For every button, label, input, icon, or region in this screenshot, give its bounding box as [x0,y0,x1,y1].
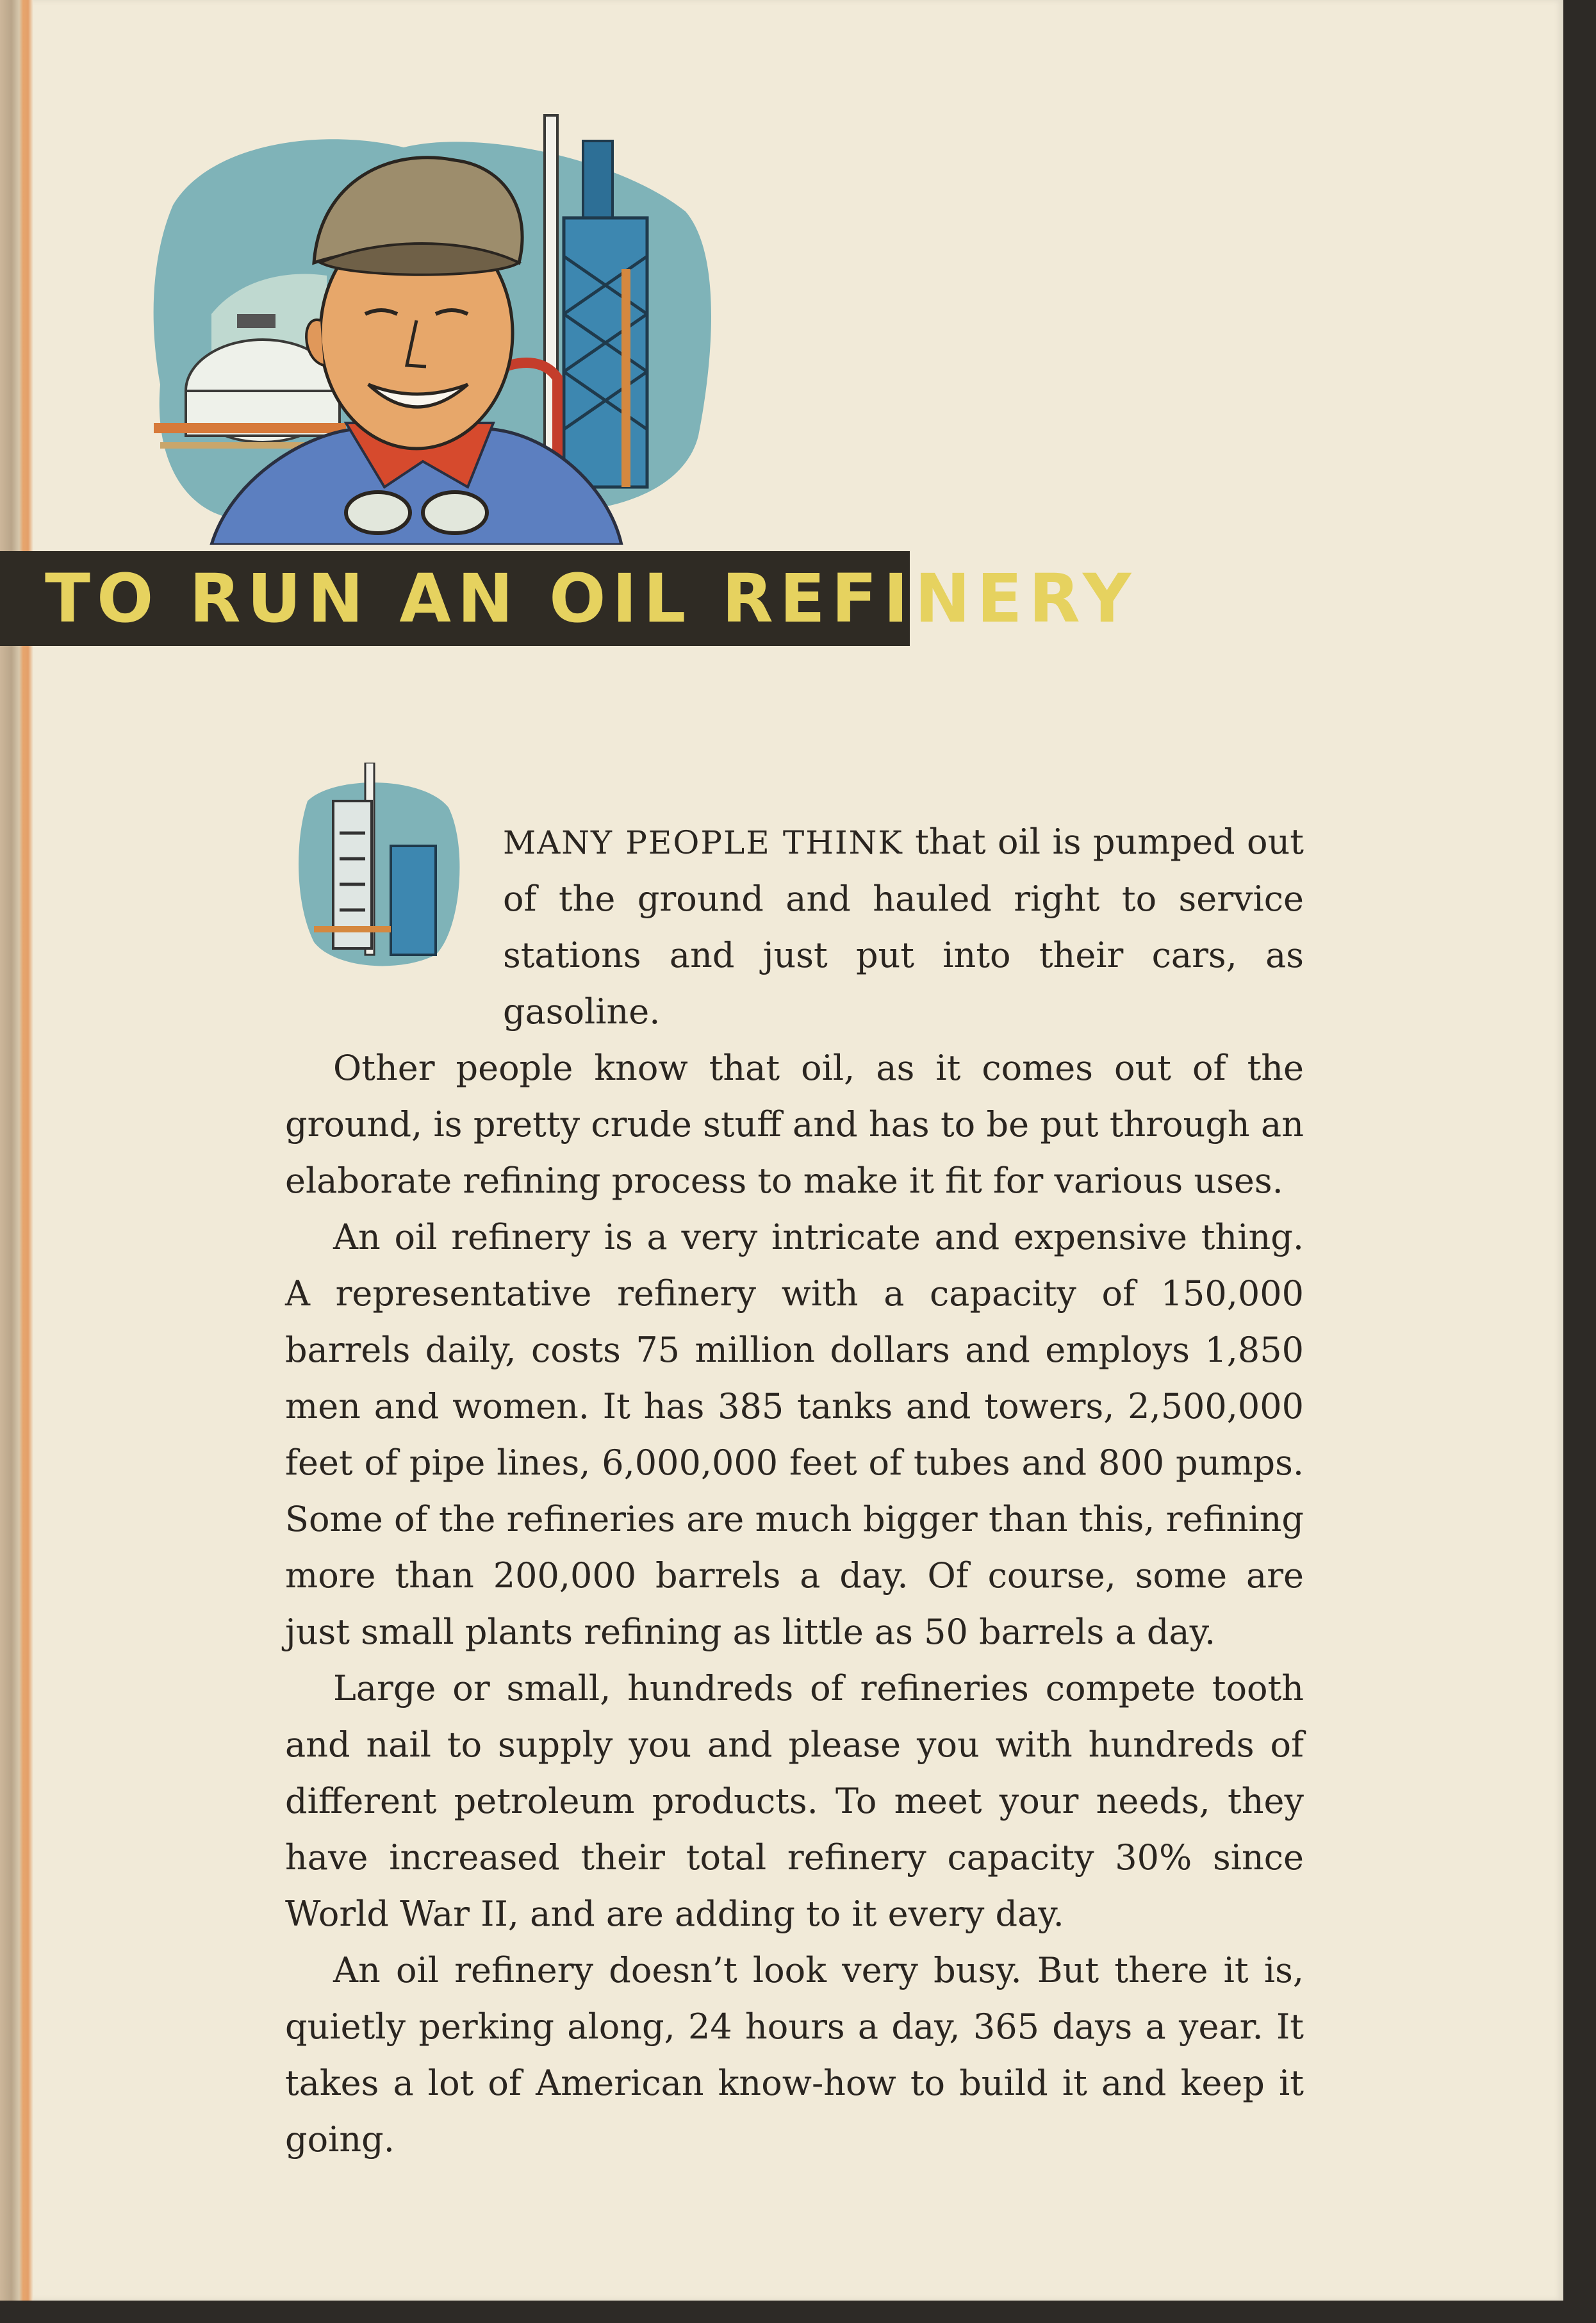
page-title: TO RUN AN OIL REFINERY [45,559,1138,638]
pipe-orange [621,269,630,487]
paragraph-1 [285,814,1304,1040]
paragraph-3: An oil refinery is a very intricate and expensive thing. A representative refinery with a capacity of 150,000 barrels daily, costs 75 million dollars and employs 1,850 men and women. It has 385 tanks and towers, 2,500,000 feet of pipe lines, 6,000,000 feet of tubes and 800 pumps. Some of the refineries are much bigger than this, refining more than 200,000 barrels a day. Of course, some are just small plants refining as little as 50 barrels a day. [285,1217,1304,1652]
paragraph-4: Large or small, hundreds of refineries compete tooth and nail to supply you and please you with hundreds of different petroleum products. To meet your needs, they have increased their total refinery capacity 30% since World War II, and are adding to it every day. [285,1668,1304,1934]
title-banner [0,551,1138,646]
binding-spine [0,0,33,2301]
lead-in: MANY PEOPLE THINK [503,824,903,861]
dome-vent [237,314,276,328]
article-body [285,814,1304,2168]
refinery-worker-illustration [135,103,724,545]
goggles-right [423,492,487,533]
paragraph-2: Other people know that oil, as it comes out of the ground, is pretty crude stuff and has to be put through an elaborate refining process to make it fit for various uses. [285,1048,1304,1201]
paragraph-1-text: that oil is pumped out of the ground and hauled right to service stations and just put into their cars, as gasoline. [503,822,1304,1032]
tower-body [564,218,647,487]
goggles-left [346,492,410,533]
pipe-rail [154,423,346,433]
paragraph-5: An oil refinery doesn’t look very busy. But there it is, quietly perking along, 24 hours a day, 365 days a year. It takes a lot of American know-how to build it and keep it going. [285,1950,1304,2160]
